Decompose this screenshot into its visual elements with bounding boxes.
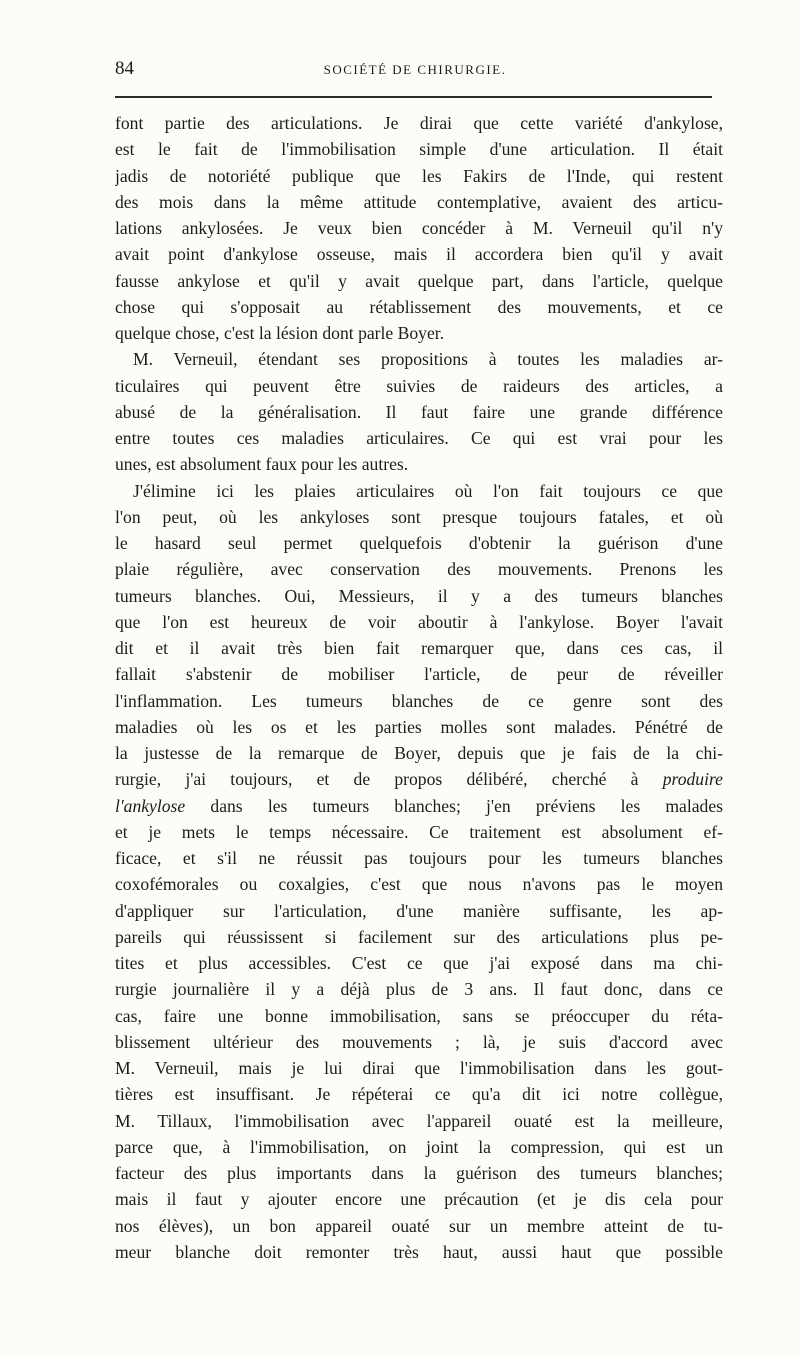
- text-line: [115, 924, 723, 950]
- running-title: SOCIÉTÉ DE CHIRURGIE.: [323, 62, 507, 77]
- line-text: fallait s'abstenir de mobiliser l'article, de peur de réveiller: [115, 664, 723, 685]
- text-line: [115, 871, 723, 897]
- text-line: [115, 950, 723, 976]
- text-line: [115, 1108, 723, 1134]
- line-text: rurgie, j'ai toujours, et de propos délibéré, cherché à: [115, 769, 663, 790]
- text-line: [115, 504, 723, 530]
- line-text: cas, faire une bonne immobilisation, sans se préoccuper du réta-: [115, 1005, 723, 1026]
- page-header: [115, 58, 715, 86]
- line-text: J'élimine ici les plaies articulaires où l'on fait toujours ce que: [133, 480, 723, 501]
- line-text: entre toutes ces maladies articulaires. Ce qui est vrai pour les: [115, 428, 723, 448]
- line-text: tites et plus accessibles. C'est ce que j'ai exposé dans ma chi-: [115, 953, 723, 973]
- text-line: [115, 215, 723, 241]
- line-text: dans les tumeurs blanches; j'en préviens les malades: [185, 795, 723, 816]
- text-line: [115, 766, 723, 792]
- text-line: [115, 451, 723, 477]
- line-text: lations ankylosées. Je veux bien concéder à M. Verneuil qu'il n'y: [115, 218, 723, 238]
- text-line: [115, 1160, 723, 1186]
- body-text: [115, 110, 723, 1265]
- line-text: mais il faut y ajouter encore une précaution (et je dis cela pour: [115, 1189, 723, 1210]
- line-text: pareils qui réussissent si facilement sur des articulations plus pe-: [115, 926, 723, 947]
- text-line: [115, 793, 723, 819]
- line-text: fausse ankylose et qu'il y avait quelque part, dans l'article, quelque: [115, 270, 723, 291]
- text-line: [115, 635, 723, 661]
- text-line: [115, 976, 723, 1002]
- text-line: [115, 373, 723, 399]
- text-line: [115, 241, 723, 267]
- line-text: font partie des articulations. Je dirai que cette variété d'ankylose,: [115, 113, 723, 133]
- line-text: M. Tillaux, l'immobilisation avec l'appareil ouaté est la meilleure,: [115, 1110, 723, 1131]
- line-text: avait point d'ankylose osseuse, mais il accordera bien qu'il y avait: [115, 244, 723, 265]
- text-line: [115, 425, 723, 451]
- line-text: tumeurs blanches. Oui, Messieurs, il y a des tumeurs blanches: [115, 585, 723, 606]
- text-line: [115, 1134, 723, 1160]
- text-line: [115, 740, 723, 766]
- line-text: coxofémorales ou coxalgies, c'est que nous n'avons pas le moyen: [115, 874, 723, 895]
- italic-text: produire: [662, 769, 723, 790]
- text-line: [115, 110, 723, 136]
- text-line: [115, 1029, 723, 1055]
- text-line: [115, 530, 723, 556]
- text-line: [115, 320, 723, 346]
- line-text: maladies où les os et les parties molles sont malades. Pénétré de: [115, 716, 723, 737]
- line-text: dit et il avait très bien fait remarquer que, dans ces cas, il: [115, 638, 723, 658]
- text-line: [115, 845, 723, 871]
- text-line: [115, 688, 723, 714]
- line-text: la justesse de la remarque de Boyer, depuis que je fais de la chi-: [115, 743, 723, 763]
- text-line: [115, 583, 723, 609]
- line-text: le hasard seul permet quelquefois d'obtenir la guérison d'une: [115, 533, 723, 553]
- text-line: [115, 294, 723, 320]
- line-text: d'appliquer sur l'articulation, d'une manière suffisante, les ap-: [115, 900, 723, 921]
- text-line: [115, 1239, 723, 1265]
- text-line: [115, 1186, 723, 1212]
- text-line: [115, 714, 723, 740]
- text-line: [115, 898, 723, 924]
- text-line: [115, 268, 723, 294]
- text-line: [115, 189, 723, 215]
- line-text: M. Verneuil, mais je lui dirai que l'immobilisation dans les gout-: [115, 1058, 723, 1078]
- text-line: [115, 609, 723, 635]
- text-line: [115, 1055, 723, 1081]
- line-text: est le fait de l'immobilisation simple d'une articulation. Il était: [115, 139, 723, 160]
- line-text: l'on peut, où les ankyloses sont presque toujours fatales, et où: [115, 506, 723, 527]
- line-text: unes, est absolument faux pour les autres.: [115, 454, 409, 475]
- line-text: abusé de la généralisation. Il faut faire une grande différence: [115, 401, 723, 422]
- line-text: jadis de notoriété publique que les Fakirs de l'Inde, qui restent: [115, 165, 723, 186]
- text-line: [115, 1003, 723, 1029]
- line-text: M. Verneuil, étendant ses propositions à toutes les maladies ar-: [133, 349, 723, 370]
- text-line: [115, 661, 723, 687]
- line-text: nos élèves), un bon appareil ouaté sur un membre atteint de tu-: [115, 1215, 723, 1236]
- text-line: [115, 1213, 723, 1239]
- line-text: l'inflammation. Les tumeurs blanches de ce genre sont des: [115, 690, 723, 711]
- line-text: ficace, et s'il ne réussit pas toujours pour les tumeurs blanches: [115, 848, 723, 868]
- text-line: [115, 478, 723, 504]
- text-line: [115, 399, 723, 425]
- line-text: et je mets le temps nécessaire. Ce traitement est absolument ef-: [115, 821, 723, 842]
- line-text: parce que, à l'immobilisation, on joint la compression, qui est un: [115, 1136, 723, 1157]
- line-text: plaie régulière, avec conservation des mouvements. Prenons les: [115, 559, 723, 580]
- line-text: ticulaires qui peuvent être suivies de raideurs des articles, a: [115, 375, 723, 396]
- text-line: [115, 136, 723, 162]
- text-line: [115, 346, 723, 372]
- line-text: que l'on est heureux de voir aboutir à l'ankylose. Boyer l'avait: [115, 611, 723, 632]
- page-number: 84: [115, 58, 134, 79]
- text-line: [115, 819, 723, 845]
- line-text: facteur des plus importants dans la guérison des tumeurs blanches;: [115, 1163, 723, 1183]
- line-text: quelque chose, c'est la lésion dont parle Boyer.: [115, 323, 445, 343]
- header-rule: [115, 96, 712, 98]
- italic-text: l'ankylose: [115, 795, 186, 816]
- line-text: chose qui s'opposait au rétablissement des mouvements, et ce: [115, 296, 723, 317]
- line-text: rurgie journalière il y a déjà plus de 3 ans. Il faut donc, dans ce: [115, 979, 723, 1000]
- line-text: blissement ultérieur des mouvements ; là, je suis d'accord avec: [115, 1031, 723, 1052]
- line-text: des mois dans la même attitude contemplative, avaient des articu-: [115, 191, 723, 212]
- text-line: [115, 556, 723, 582]
- text-line: [115, 1081, 723, 1107]
- line-text: meur blanche doit remonter très haut, aussi haut que possible: [115, 1241, 723, 1262]
- line-text: tières est insuffisant. Je répéterai ce qu'a dit ici notre collègue,: [115, 1084, 723, 1105]
- text-line: [115, 163, 723, 189]
